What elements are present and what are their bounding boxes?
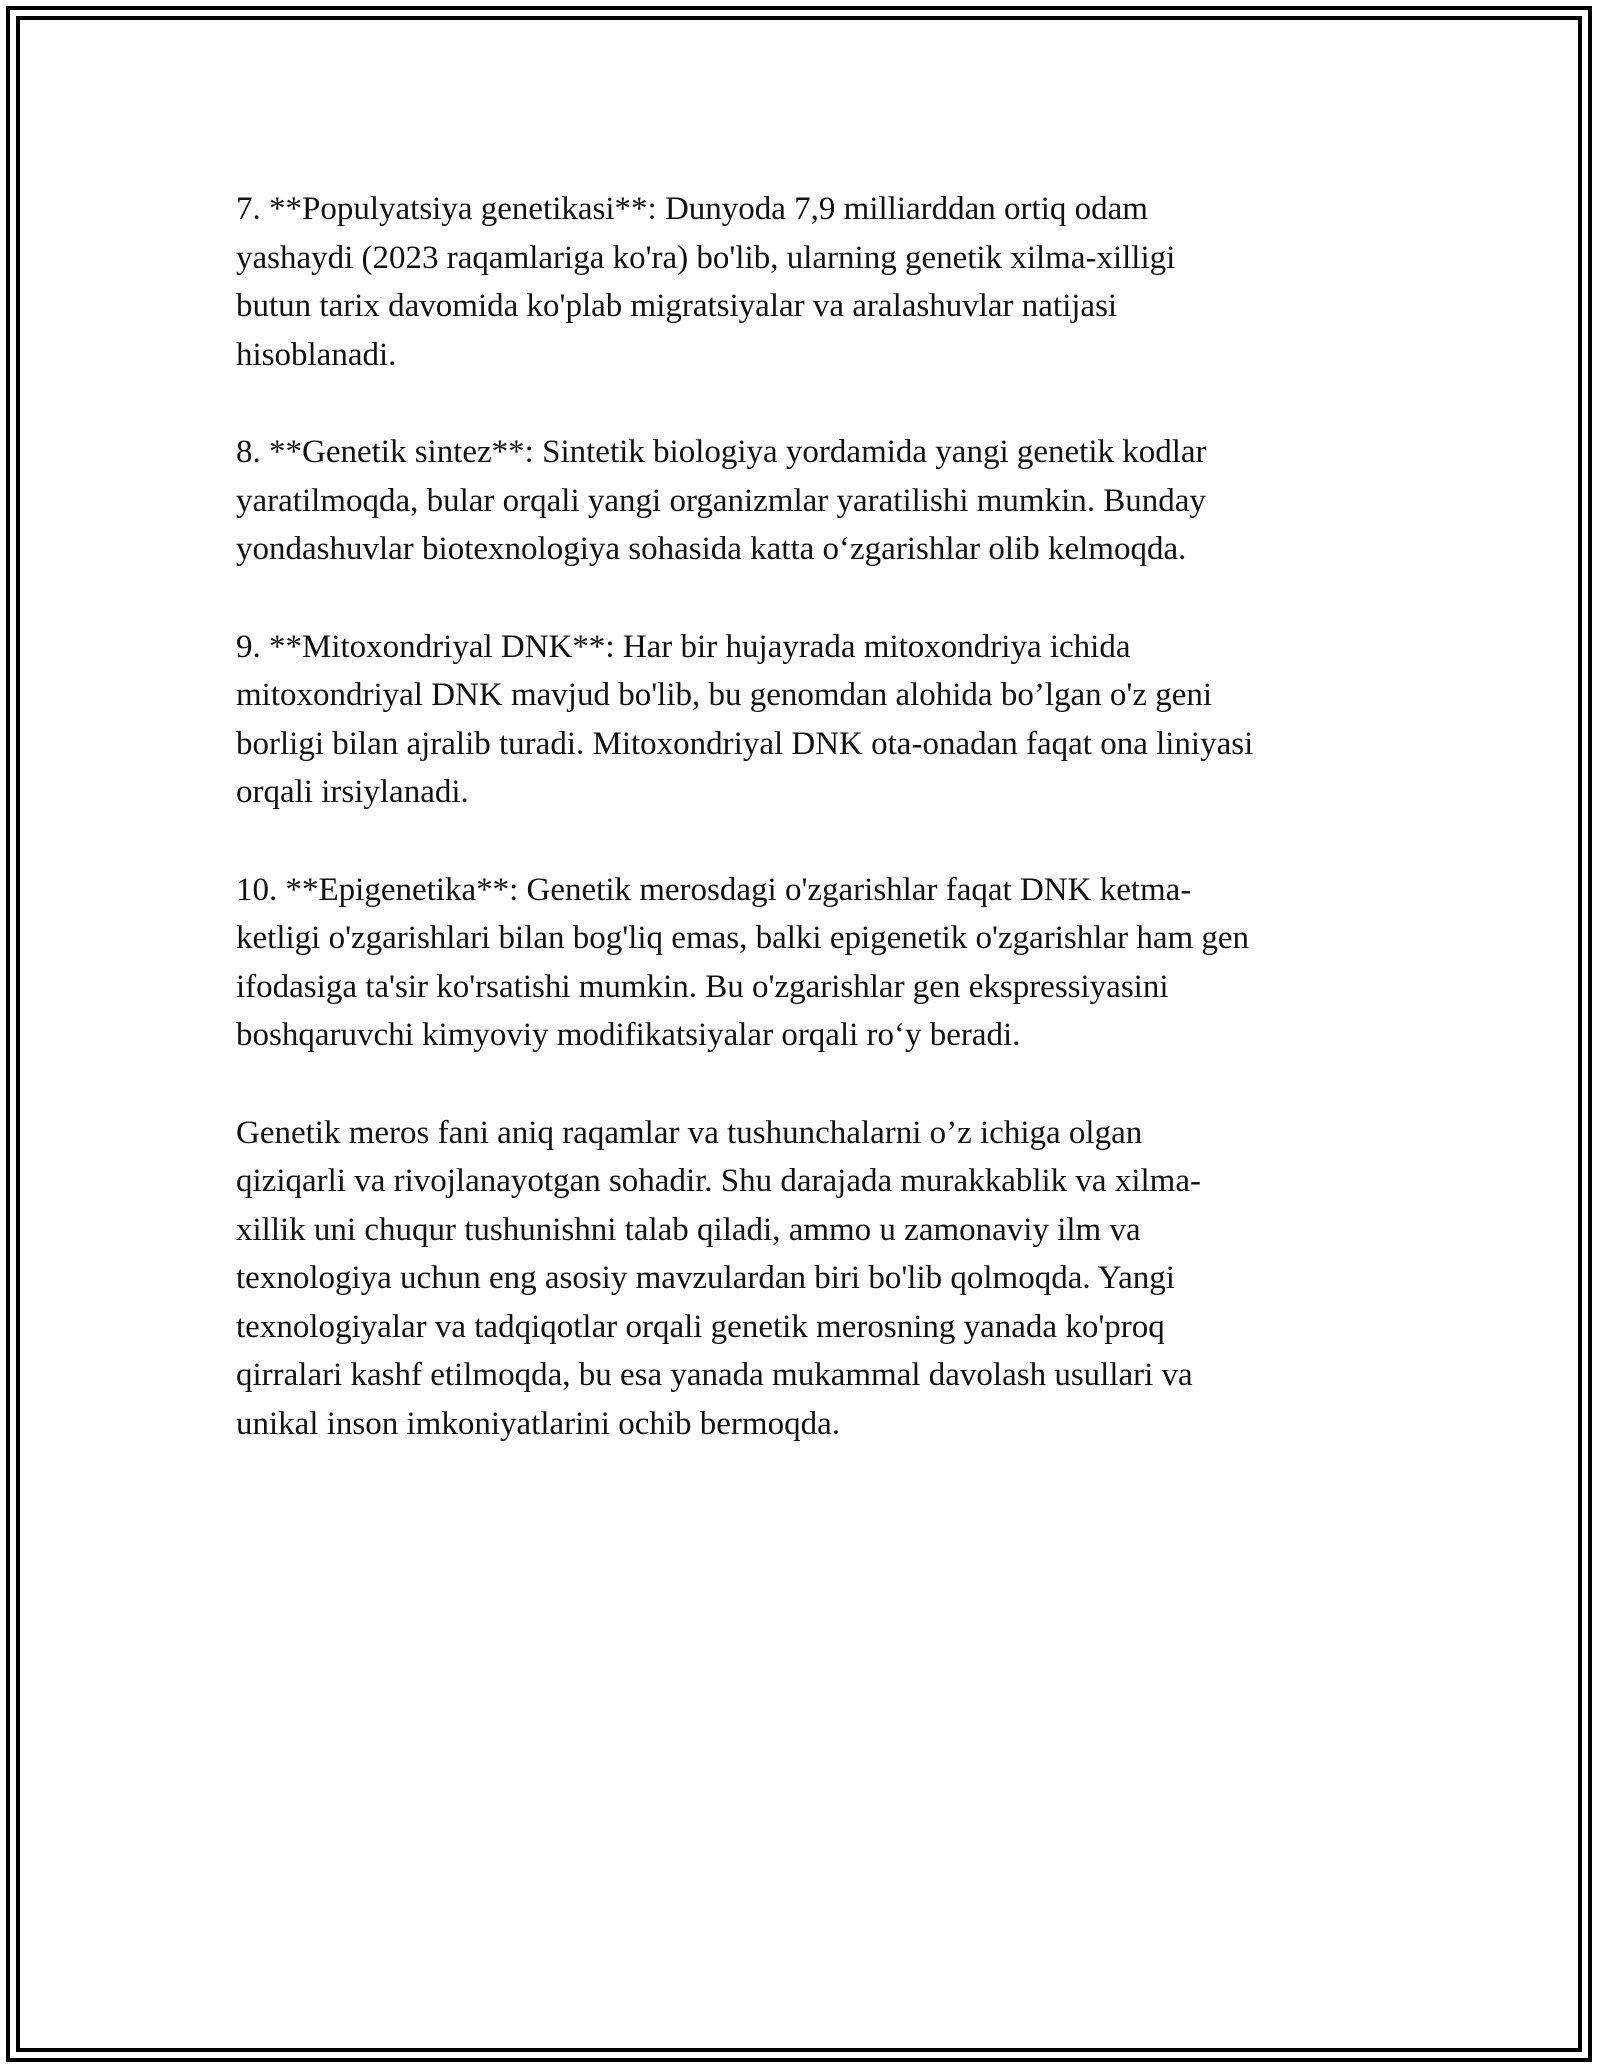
text-line: hisoblanadi.	[236, 336, 397, 373]
paragraph-populyatsiya-genetikasi	[236, 185, 1376, 379]
text-line: yashaydi (2023 raqamlariga ko'ra) bo'lib, ularning genetik xilma-xilligi	[236, 239, 1176, 276]
text-line: 9. **Mitoxondriyal DNK**: Har bir hujayrada mitoxondriya ichida	[236, 628, 1131, 665]
paragraph-conclusion	[236, 1109, 1376, 1449]
text-line: mitoxondriyal DNK mavjud bo'lib, bu genomdan alohida bo’lgan o'z geni	[236, 677, 1213, 713]
text-line: texnologiyalar va tadqiqotlar orqali genetik merosning yanada ko'proq	[236, 1308, 1165, 1345]
text-line: ifodasiga ta'sir ko'rsatishi mumkin. Bu o'zgarishlar gen ekspressiyasini	[236, 968, 1169, 1005]
text-line: Genetik meros fani aniq raqamlar va tushunchalarni o’z ichiga olgan	[236, 1114, 1143, 1151]
text-line: texnologiya uchun eng asosiy mavzulardan biri bo'lib qolmoqda. Yangi	[236, 1260, 1175, 1296]
text-line: yaratilmoqda, bular orqali yangi organizmlar yaratilishi mumkin. Bunday	[236, 482, 1206, 519]
paragraph-epigenetika	[236, 866, 1376, 1060]
text-line: qirralari kashf etilmoqda, bu esa yanada mukammal davolash usullari va	[236, 1357, 1193, 1393]
text-line: yondashuvlar biotexnologiya sohasida katta o‘zgarishlar olib kelmoqda.	[236, 531, 1187, 567]
text-line: unikal inson imkoniyatlarini ochib bermoqda.	[236, 1405, 840, 1442]
text-line: 7. **Populyatsiya genetikasi**: Dunyoda 7,9 milliarddan ortiq odam	[236, 191, 1148, 227]
paragraph-mitoxondriyal-dnk	[236, 623, 1376, 817]
text-line: qiziqarli va rivojlanayotgan sohadir. Shu darajada murakkablik va xilma-	[236, 1163, 1201, 1199]
text-line: xillik uni chuqur tushunishni talab qiladi, ammo u zamonaviy ilm va	[236, 1211, 1141, 1248]
text-line: 10. **Epigenetika**: Genetik merosdagi o'zgarishlar faqat DNK ketma-	[236, 871, 1192, 908]
text-line: butun tarix davomida ko'plab migratsiyalar va aralashuvlar natijasi	[236, 288, 1118, 324]
text-line: boshqaruvchi kimyoviy modifikatsiyalar orqali ro‘y beradi.	[236, 1017, 1021, 1053]
text-line: orqali irsiylanadi.	[236, 774, 469, 810]
text-line: borligi bilan ajralib turadi. Mitoxondriyal DNK ota-onadan faqat ona liniyasi	[236, 725, 1254, 762]
text-line: ketligi o'zgarishlari bilan bog'liq emas, balki epigenetik o'zgarishlar ham gen	[236, 920, 1250, 956]
paragraph-genetik-sintez	[236, 428, 1376, 574]
text-line: 8. **Genetik sintez**: Sintetik biologiya yordamida yangi genetik kodlar	[236, 434, 1207, 470]
document-body	[236, 185, 1376, 1497]
